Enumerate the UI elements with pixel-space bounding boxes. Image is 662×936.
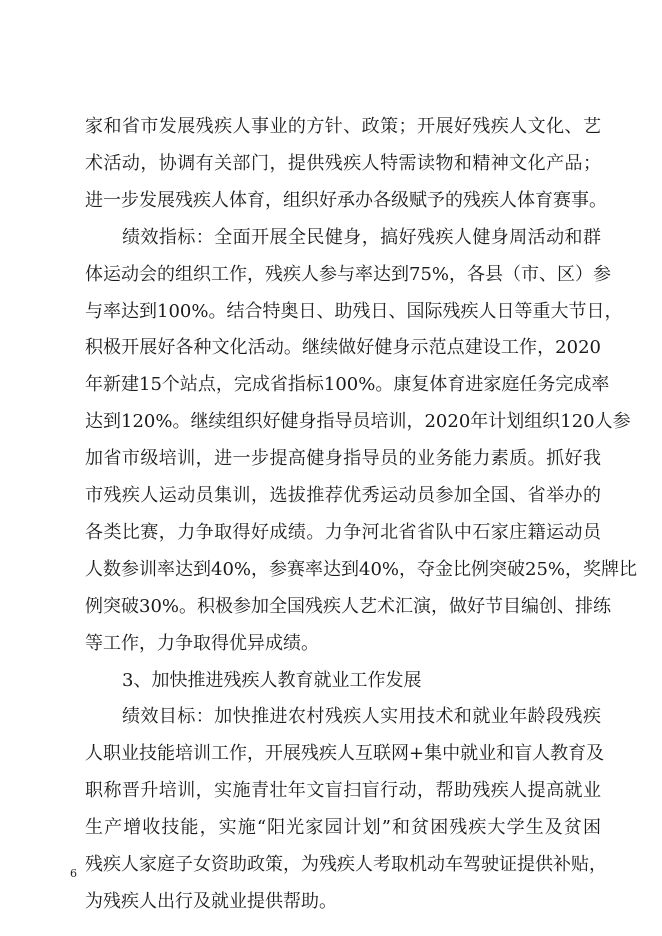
body-text-line: 术活动，协调有关部门，提供残疾人特需读物和精神文化产品；: [85, 152, 601, 174]
body-text-line: 残疾人家庭子女资助政策，为残疾人考取机动车驾驶证提供补贴，: [85, 854, 607, 875]
section-heading: 3、加快推进残疾人教育就业工作发展: [122, 669, 422, 691]
body-text-line: 例突破30%。积极参加全国残疾人艺术汇演，做好节目编创、排练: [85, 595, 612, 617]
body-text-line: 积极开展好各种文化活动。继续做好健身示范点建设工作，2020: [85, 337, 601, 359]
body-text-line: 绩效目标：加快推进农村残疾人实用技术和就业年龄段残疾: [122, 706, 601, 728]
body-text-line: 绩效指标：全面开展全民健身，搞好残疾人健身周活动和群: [122, 226, 601, 248]
body-text-line: 达到120%。继续组织好健身指导员培训，2020年计划组织120人参: [85, 411, 631, 433]
body-text-line: 市残疾人运动员集训，选拔推荐优秀运动员参加全国、省举办的: [85, 485, 601, 506]
body-text-line: 与率达到100%。结合特奥日、助残日、国际残疾人日等重大节日，: [85, 300, 623, 322]
body-text-line: 等工作，力争取得优异成绩。: [85, 632, 319, 654]
page-number: 6: [70, 867, 77, 880]
body-text-line: 加省市级培训，进一步提高健身指导员的业务能力素质。抓好我: [85, 448, 601, 470]
body-text-line: 职称晋升培训，实施青壮年文盲扫盲行动，帮助残疾人提高就业: [85, 780, 601, 802]
body-text-line: 人职业技能培训工作，开展残疾人互联网+集中就业和盲人教育及: [85, 743, 605, 765]
body-text-line: 进一步发展残疾人体育，组织好承办各级赋予的残疾人体育赛事。: [85, 189, 607, 211]
body-text-line: 为残疾人出行及就业提供帮助。: [85, 890, 337, 912]
body-text-line: 家和省市发展残疾人事业的方针、政策；开展好残疾人文化、艺: [85, 116, 601, 137]
body-text-line: 人数参训率达到40%，参赛率达到40%，夺金比例突破25%，奖牌比: [85, 558, 638, 580]
body-text-line: 体运动会的组织工作，残疾人参与率达到75%，各县（市、区）参: [85, 263, 612, 285]
body-text-line: 年新建15个站点，完成省指标100%。康复体育进家庭任务完成率: [85, 374, 610, 396]
body-text-line: 各类比赛，力争取得好成绩。力争河北省省队中石家庄籍运动员: [85, 521, 601, 543]
body-text-line: 生产增收技能，实施“阳光家园计划”和贫困残疾大学生及贫困: [85, 817, 601, 839]
